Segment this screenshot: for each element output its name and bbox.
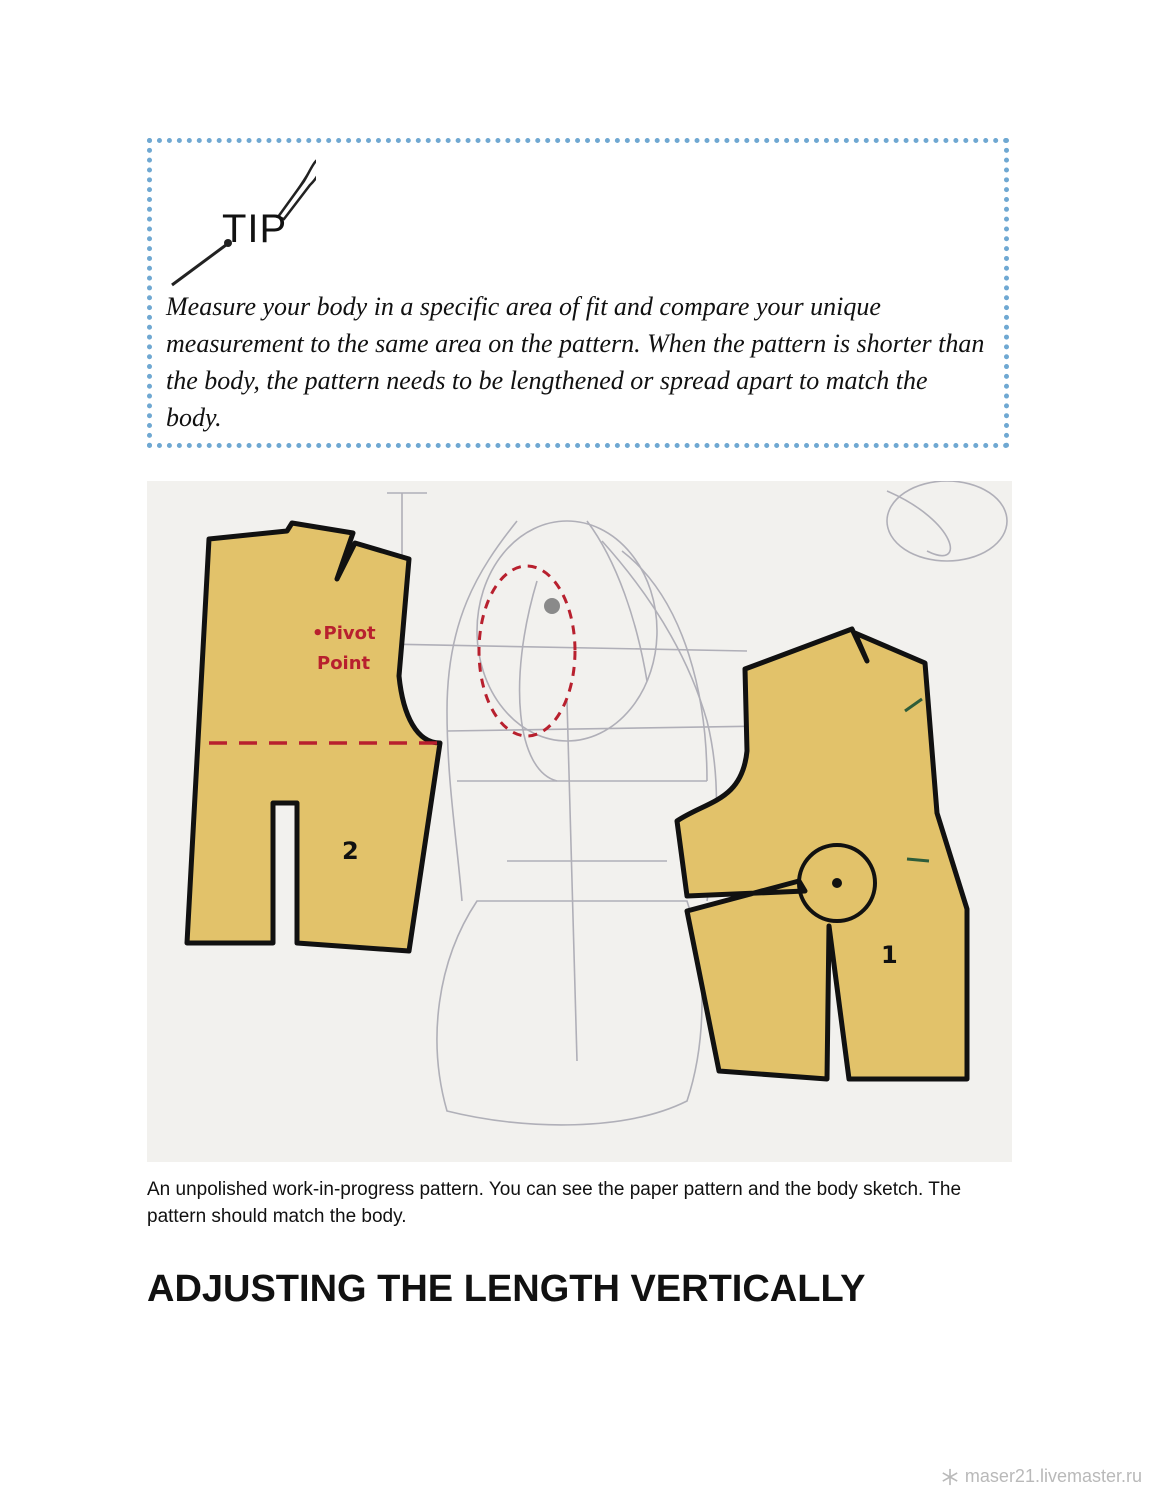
pattern-illustration <box>147 481 1012 1162</box>
watermark <box>941 1466 1142 1487</box>
pattern-piece-right <box>677 629 967 1079</box>
watermark-text: maser21.livemaster.ru <box>964 1466 1142 1486</box>
pivot-label-line1: •Pivot <box>312 623 376 644</box>
snowflake-icon <box>941 1468 959 1486</box>
tip-label: TIP <box>222 207 288 251</box>
piece-right-number: 1 <box>881 941 898 969</box>
tip-text: Measure your body in a specific area of fit and compare your unique measurement to the same area on the pattern. When the pattern is shorter than the body, the pattern needs to be lengthened or spread apart to match the body. <box>166 292 985 432</box>
tip-box <box>147 138 1009 448</box>
piece-left-number: 2 <box>342 837 359 865</box>
section-heading: ADJUSTING THE LENGTH VERTICALLY <box>147 1268 866 1310</box>
photo-caption: An unpolished work-in-progress pattern. You can see the paper pattern and the body sketch. The pattern should match the body. <box>147 1179 962 1227</box>
pivot-label-line2: Point <box>317 653 371 674</box>
armhole-dashed-outline <box>479 566 575 736</box>
pattern-piece-left <box>187 523 440 951</box>
pattern-photo <box>147 481 1012 1162</box>
